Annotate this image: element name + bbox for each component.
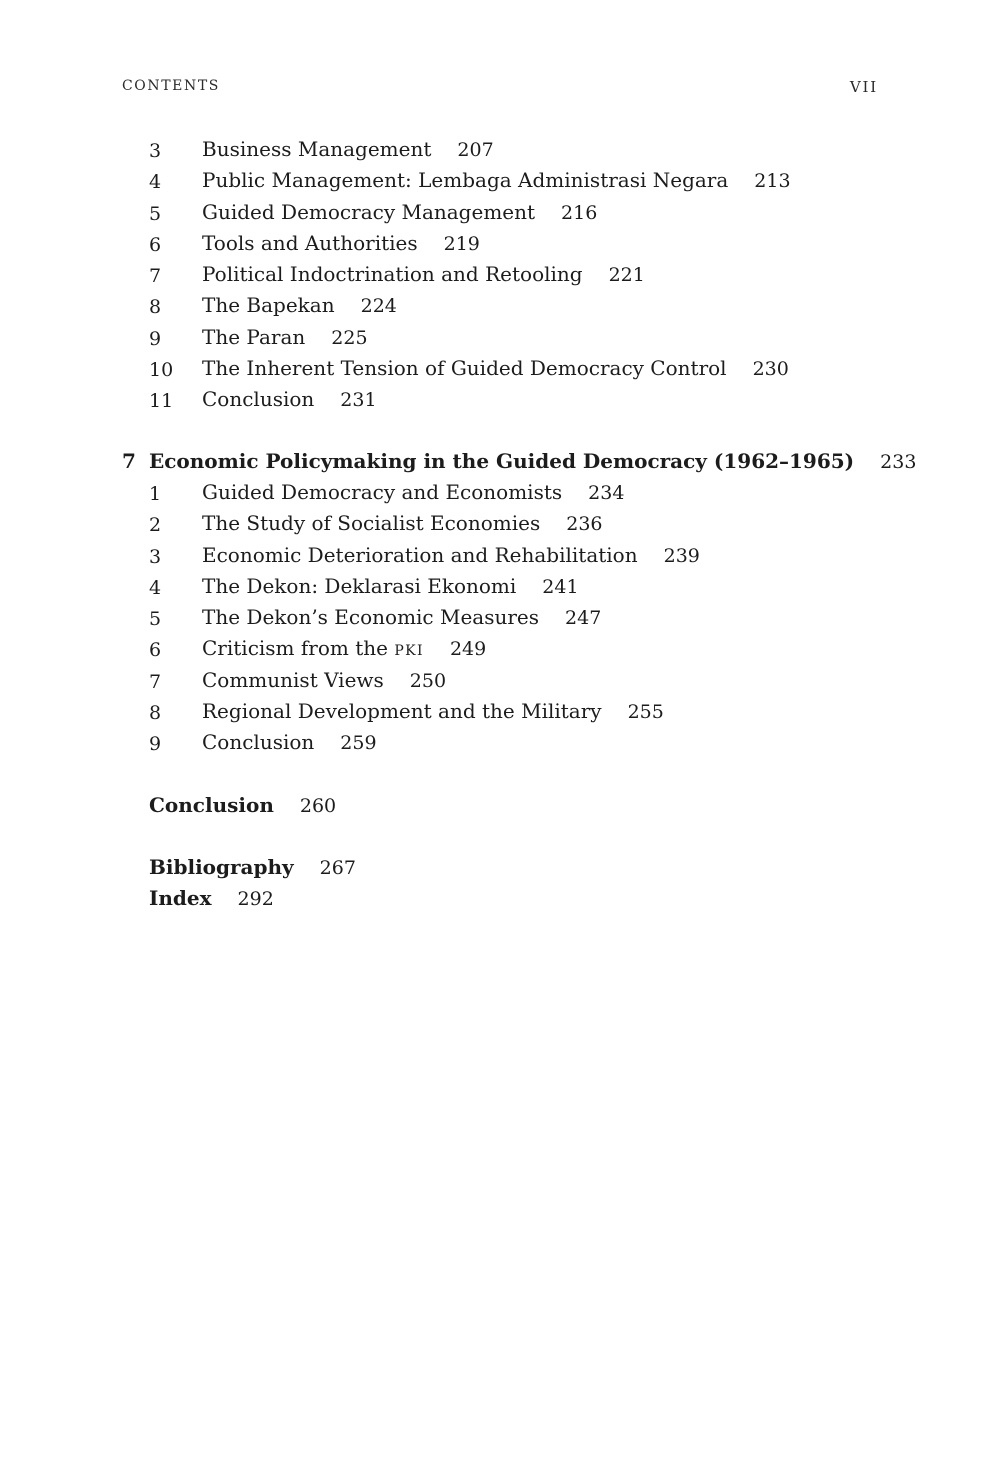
toc-entry[interactable] [0, 540, 1004, 571]
entry-page: 267 [319, 856, 356, 879]
entry-title: Political Indoctrination and Retooling 221 [202, 262, 645, 287]
entry-page: 224 [360, 295, 397, 318]
toc-entry[interactable] [0, 384, 1004, 415]
entry-title: Business Management 207 [202, 137, 494, 161]
entry-title: The Paran 225 [202, 324, 368, 349]
entry-page: 260 [299, 794, 337, 817]
entry-number: 7 [149, 670, 162, 693]
pki-abbreviation: PKI [394, 643, 424, 660]
entry-title: The Bapekan 224 [202, 293, 397, 318]
entry-title: Criticism from the PKI 249 [202, 636, 487, 661]
entry-title: Bibliography 267 [149, 854, 356, 879]
entry-number: 11 [149, 390, 174, 413]
entry-page: 249 [449, 638, 487, 661]
entry-page: 241 [542, 575, 579, 598]
toc-entry[interactable] [0, 633, 1004, 664]
entry-number: 6 [149, 639, 162, 662]
entry-number: 7 [149, 265, 162, 288]
toc-entry[interactable] [0, 290, 1004, 321]
toc-entry[interactable] [0, 322, 1004, 353]
entry-page: 259 [340, 732, 377, 755]
entry-page: 236 [566, 513, 603, 536]
back-matter-index[interactable] [0, 883, 1004, 914]
entry-number: 9 [149, 327, 162, 350]
toc-entry[interactable] [0, 665, 1004, 696]
entry-page: 230 [752, 358, 789, 381]
entry-page: 292 [237, 888, 274, 911]
entry-page: 213 [754, 170, 791, 193]
entry-number: 6 [149, 233, 162, 256]
toc-entry[interactable] [0, 727, 1004, 758]
entry-page: 234 [588, 481, 625, 504]
entry-title: Economic Deterioration and Rehabilitation 239 [202, 542, 700, 567]
entry-page: 247 [565, 607, 602, 630]
entry-title: Tools and Authorities 219 [202, 230, 480, 255]
chapter-number: 7 [122, 448, 136, 473]
entry-number: 9 [149, 733, 162, 756]
spacer [0, 821, 1004, 852]
entry-title: Communist Views 250 [202, 667, 447, 692]
entry-page: 239 [663, 544, 700, 567]
entry-number: 2 [149, 514, 162, 537]
toc-entry[interactable] [0, 477, 1004, 508]
entry-page: 221 [608, 264, 645, 287]
entry-page: 225 [331, 326, 368, 349]
entry-number: 3 [149, 140, 162, 162]
entry-number: 8 [149, 296, 162, 319]
toc-entry[interactable] [0, 259, 1004, 290]
toc-entry[interactable] [0, 197, 1004, 228]
entry-number: 5 [149, 608, 162, 631]
entry-title: The Study of Socialist Economies 236 [202, 511, 603, 536]
toc-entry[interactable] [0, 696, 1004, 727]
entry-title: The Dekon: Deklarasi Ekonomi 241 [202, 573, 579, 598]
entry-number: 4 [149, 576, 162, 599]
table-of-contents [0, 134, 1004, 915]
toc-entry[interactable] [0, 134, 1004, 165]
entry-title: Guided Democracy and Economists 234 [202, 479, 625, 504]
spacer [0, 759, 1004, 790]
page-number-roman: VII [849, 78, 878, 96]
entry-title: Conclusion 231 [202, 387, 377, 412]
entry-number: 4 [149, 171, 162, 194]
toc-entry[interactable] [0, 165, 1004, 196]
entry-number: 3 [149, 545, 162, 568]
entry-number: 8 [149, 702, 162, 725]
entry-title: Conclusion 259 [202, 730, 377, 755]
back-matter-bibliography[interactable] [0, 852, 1004, 883]
chapter-title: Economic Policymaking in the Guided Democracy (1962–1965) 233 [149, 448, 917, 473]
entry-number: 5 [149, 202, 162, 225]
toc-entry[interactable] [0, 228, 1004, 259]
running-head [122, 76, 878, 98]
entry-title: Regional Development and the Military 255 [202, 699, 664, 724]
toc-entry[interactable] [0, 353, 1004, 384]
entry-page: 207 [457, 139, 494, 161]
entry-page: 231 [340, 389, 377, 412]
entry-page: 250 [409, 669, 447, 692]
toc-entry[interactable] [0, 508, 1004, 539]
entry-title: Conclusion 260 [149, 792, 337, 817]
toc-entry[interactable] [0, 571, 1004, 602]
entry-title: The Inherent Tension of Guided Democracy Control 230 [202, 356, 789, 381]
entry-title: The Dekon’s Economic Measures 247 [202, 605, 602, 630]
entry-title: Public Management: Lembaga Administrasi Negara 213 [202, 168, 791, 193]
entry-number: 1 [149, 482, 162, 505]
entry-page: 219 [443, 232, 480, 255]
entry-title: Guided Democracy Management 216 [202, 199, 598, 224]
entry-page: 216 [561, 201, 598, 224]
back-matter-conclusion[interactable] [0, 790, 1004, 821]
entry-page: 255 [627, 701, 664, 724]
entry-title: Index 292 [149, 886, 274, 911]
toc-entry[interactable] [0, 602, 1004, 633]
entry-number: 10 [149, 359, 174, 382]
chapter-heading[interactable] [0, 446, 1004, 477]
chapter-page: 233 [880, 450, 917, 473]
running-head-title: CONTENTS [122, 78, 220, 94]
